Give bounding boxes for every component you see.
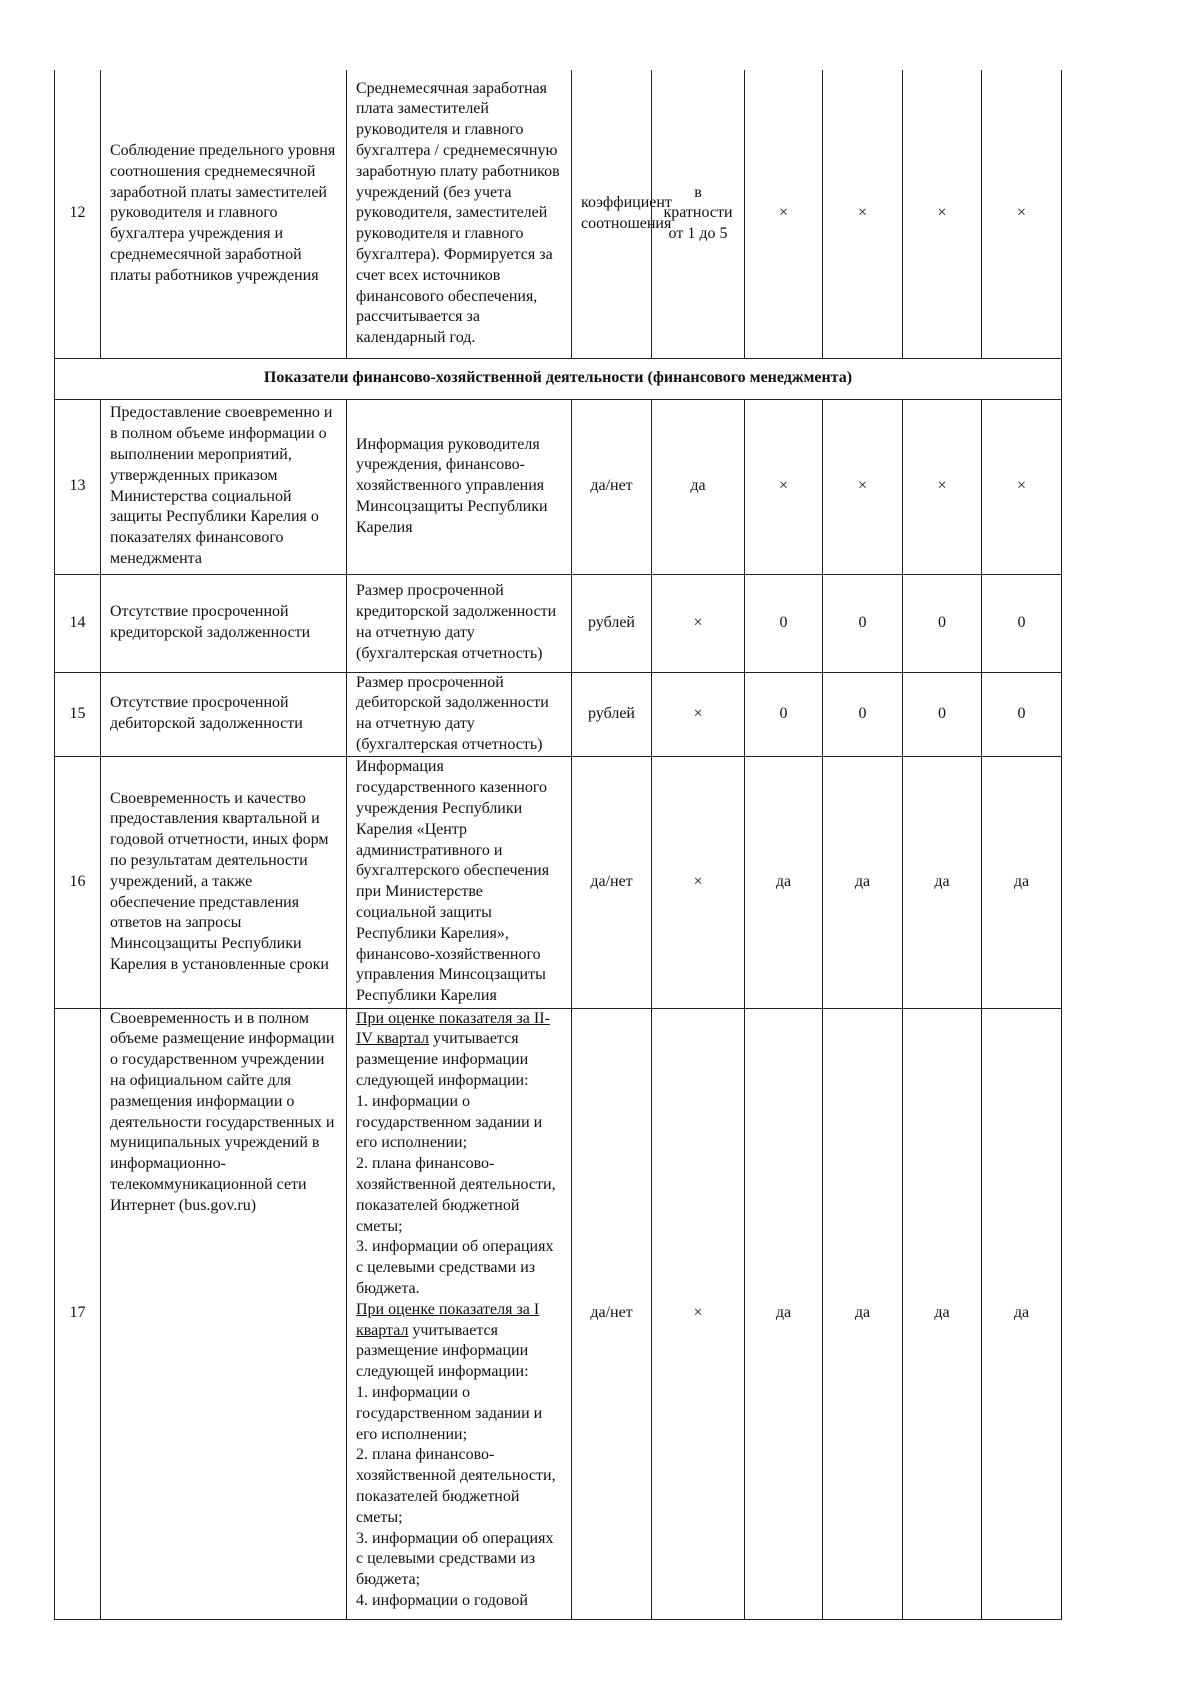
method-item: 3. информации об операциях с целевыми средствами из бюджета; <box>356 1529 554 1589</box>
indicator-method <box>347 1008 572 1619</box>
table-row <box>55 1008 1151 1619</box>
section-title: Показатели финансово-хозяйственной деятельности (финансового менеджмента) <box>55 358 1062 399</box>
section-row <box>55 358 1151 399</box>
indicator-name: Предоставление своевременно и в полном объеме информации о выполнении мероприятий, утвержденных приказом Министерства социальной защиты Республики Карелия о показателях финансового менеджмента <box>101 399 347 574</box>
row-number: 12 <box>55 70 101 358</box>
method-text: учитывается размещение информации следующей информации: <box>356 1321 529 1381</box>
indicator-name: Соблюдение предельного уровня соотношения среднемесячной заработной платы заместителей руководителя и главного бухгалтера учреждения и среднемесячной заработной платы работников учреждения <box>101 70 347 358</box>
q1-value: да <box>745 1008 823 1619</box>
q2-value: да <box>823 1008 903 1619</box>
q3-value: 0 <box>903 574 982 672</box>
q4-value: × <box>982 399 1062 574</box>
target-value: да <box>652 399 745 574</box>
q3-value: × <box>903 70 982 358</box>
q1-value: да <box>745 756 823 1008</box>
q4-value: да <box>982 1008 1062 1619</box>
table-row <box>55 574 1151 672</box>
table-row <box>55 672 1151 756</box>
q1-value: × <box>745 70 823 358</box>
target-value: × <box>652 1008 745 1619</box>
q1-value: × <box>745 399 823 574</box>
method-text: учитывается размещение информации следующей информации: <box>356 1030 529 1090</box>
indicator-name: Отсутствие просроченной кредиторской задолженности <box>101 574 347 672</box>
indicator-name: Отсутствие просроченной дебиторской задолженности <box>101 672 347 756</box>
table-row <box>55 399 1151 574</box>
method-item: 4. информации о годовой <box>356 1592 528 1609</box>
unit: коэффициент соотношения <box>572 70 652 358</box>
target-value: × <box>652 574 745 672</box>
target-value: в кратности от 1 до 5 <box>652 70 745 358</box>
target-value: × <box>652 756 745 1008</box>
row-number: 15 <box>55 672 101 756</box>
indicator-name: Своевременность и в полном объеме размещение информации о государственном учреждении на официальном сайте для размещения информации о деятельности государственных и муниципальных учреждений в информационно-телекоммуникационной сети Интернет (bus.gov.ru) <box>101 1008 347 1619</box>
q3-value: 0 <box>903 672 982 756</box>
unit: да/нет <box>572 756 652 1008</box>
q2-value: × <box>823 70 903 358</box>
table-row <box>55 70 1151 358</box>
method-item: 2. плана финансово-хозяйственной деятельности, показателей бюджетной сметы; <box>356 1155 556 1235</box>
q3-value: да <box>903 756 982 1008</box>
unit: да/нет <box>572 399 652 574</box>
unit: рублей <box>572 672 652 756</box>
unit: да/нет <box>572 1008 652 1619</box>
row-number: 13 <box>55 399 101 574</box>
method-item: 1. информации о государственном задании и его исполнении; <box>356 1092 543 1152</box>
indicator-method: Размер просроченной дебиторской задолженности на отчетную дату (бухгалтерская отчетность) <box>347 672 572 756</box>
q4-value: 0 <box>982 672 1062 756</box>
indicator-method: Среднемесячная заработная плата заместителей руководителя и главного бухгалтера / среднемесячную заработную плату работников учреждений (без учета руководителя, заместителей руководителя и главного бухгалтера). Формируется за счет всех источников финансового обеспечения, рассчитывается за календарный год. <box>347 70 572 358</box>
q4-value: 0 <box>982 574 1062 672</box>
method-item: 3. информации об операциях с целевыми средствами из бюджета. <box>356 1238 554 1298</box>
q1-value: 0 <box>745 672 823 756</box>
indicator-method: Информация руководителя учреждения, финансово-хозяйственного управления Минсоцзащиты Республики Карелия <box>347 399 572 574</box>
q2-value: да <box>823 756 903 1008</box>
indicator-name: Своевременность и качество предоставления квартальной и годовой отчетности, иных форм по результатам деятельности учреждений, а также обеспечение представления ответов на запросы Минсоцзащиты Республики Карелия в установленные сроки <box>101 756 347 1008</box>
row-number: 16 <box>55 756 101 1008</box>
row-number: 17 <box>55 1008 101 1619</box>
unit: рублей <box>572 574 652 672</box>
q2-value: 0 <box>823 574 903 672</box>
row-number: 14 <box>55 574 101 672</box>
q4-value: да <box>982 756 1062 1008</box>
method-heading-q1: При оценке показателя за I квартал <box>356 1300 540 1339</box>
method-heading-q2-q4: При оценке показателя за II-IV квартал <box>356 1009 550 1048</box>
q3-value: да <box>903 1008 982 1619</box>
method-item: 1. информации о государственном задании и его исполнении; <box>356 1384 543 1443</box>
q1-value: 0 <box>745 574 823 672</box>
indicator-method: Размер просроченной кредиторской задолженности на отчетную дату (бухгалтерская отчетность) <box>347 574 572 672</box>
indicator-method: Информация государственного казенного учреждения Республики Карелия «Центр административного и бухгалтерского обеспечения при Министерстве социальной защиты Республики Карелия», финансово-хозяйственного управления Минсоцзащиты Республики Карелия <box>347 756 572 1008</box>
q2-value: × <box>823 399 903 574</box>
q4-value: × <box>982 70 1062 358</box>
indicators-table <box>54 70 1151 1620</box>
method-item: 2. плана финансово-хозяйственной деятельности, показателей бюджетной сметы; <box>356 1446 556 1526</box>
q3-value: × <box>903 399 982 574</box>
table-row <box>55 756 1151 1008</box>
target-value: × <box>652 672 745 756</box>
q2-value: 0 <box>823 672 903 756</box>
